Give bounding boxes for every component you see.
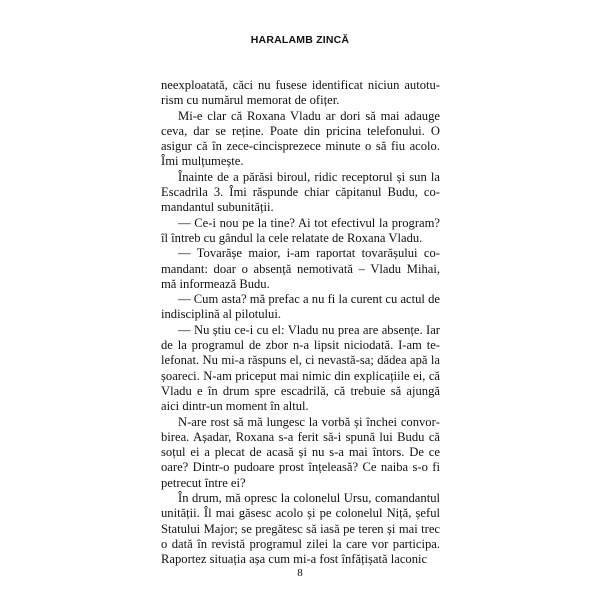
paragraph: În drum, mă opresc la colonelul Ursu, comandantul unității. Îl mai găsesc acolo și pe colonelul Niță, șeful Statului Major; se pregătesc să iasă pe teren și mai trec o dată în revistă programul zilei la care vor participa. Raportez situația așa cum mi-a fost înfățișată laconic [161,491,440,567]
running-header-author: HARALAMB ZINCĂ [250,34,350,46]
page-number: 8 [297,567,303,579]
paragraph: — Nu știu ce-i cu el: Vladu nu prea are absențe. Iar de la programul de zbor n-a lipsit niciodată. I-am telefonat. Nu mi-a răspuns el, ci nevastă-sa; dădea apă la șoareci. N-am priceput mai nimic din explicațiile ei, că Vladu e în drum spre escadrilă, că trebuie să ajungă aici dintr-un moment în altul. [161,322,440,414]
body-text [161,78,440,568]
paragraph: Mi-e clar că Roxana Vladu ar dori să mai adauge ceva, dar se reține. Poate din pricina telefonului. O asigur că în zece-cincisprezece minute o să fiu acolo. Îmi mulțumește. [161,108,440,169]
paragraph: Înainte de a părăsi biroul, ridic receptorul și sun la Escadrila 3. Îmi răspunde chiar căpitanul Budu, comandantul subunității. [161,169,440,215]
paragraph: N-are rost să mă lungesc la vorbă și închei convorbirea. Așadar, Roxana s-a ferit să-i spună lui Budu că soțul ei a plecat de acasă și nu s-a mai întors. De ce oare? Dintr-o pudoare prost înțeleasă? Ce naiba s-o fi petrecut între ei? [161,414,440,490]
paragraph: — Ce-i nou pe la tine? Ai tot efectivul la program? îl întreb cu gândul la cele relatate de Roxana Vladu. [161,215,440,245]
paragraph: — Cum asta? mă prefac a nu fi la curent cu actul de indisciplină al pilotului. [161,292,440,322]
paragraph: neexploatată, căci nu fusese identificat niciun autoturism cu numărul memorat de ofițer. [161,78,440,108]
paragraph: — Tovarășe maior, i-am raportat tovarășului comandant: doar o absență nemotivată – Vladu Mihai, mă informează Budu. [161,246,440,291]
